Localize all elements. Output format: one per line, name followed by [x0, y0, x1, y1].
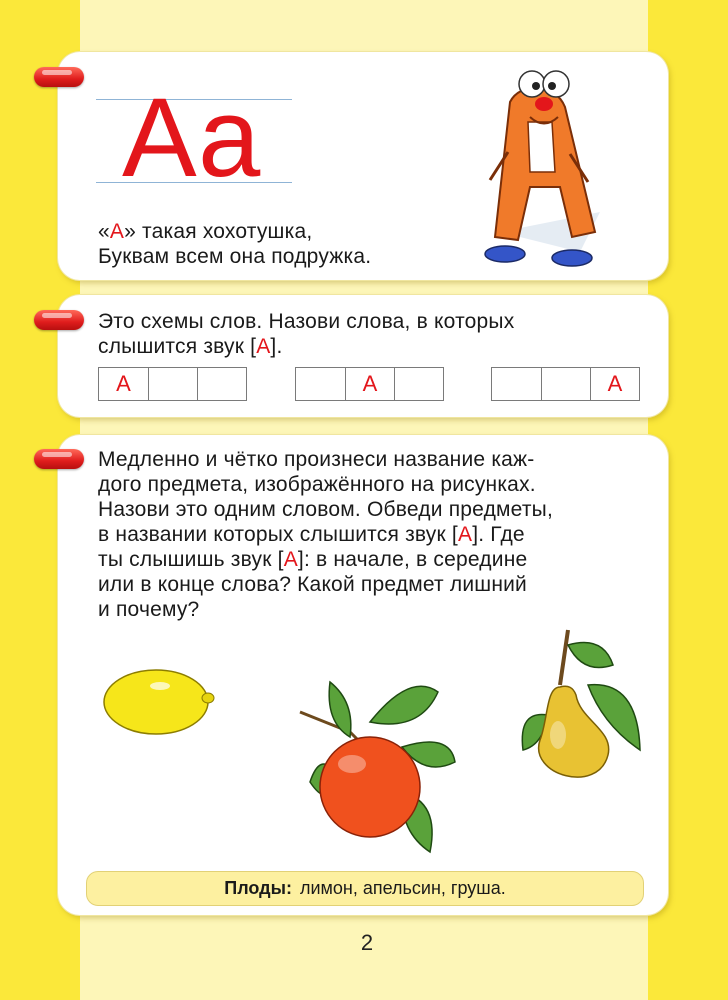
rhyme-line-1: «А» такая хохотушка, [98, 220, 313, 243]
fruits-list: лимон, апельсин, груша. [299, 878, 506, 898]
task-line: ты слышишь звук [А]: в начале, в середине [98, 548, 528, 571]
scheme-cell: А [116, 371, 131, 396]
orange-illustration [290, 672, 460, 862]
word-scheme-3 [491, 367, 640, 401]
task-line: и почему? [98, 598, 200, 621]
fruits-caption [86, 871, 644, 906]
task-line: дого предмета, изображённого на рисунках. [98, 473, 536, 496]
scheme-cell: А [345, 368, 394, 400]
page-number: 2 [360, 930, 374, 955]
task-line: или в конце слова? Какой предмет лишний [98, 573, 527, 596]
pear-illustration [518, 625, 648, 795]
scheme-cell [148, 368, 197, 400]
scheme-cell [197, 368, 246, 400]
word-scheme-2 [295, 367, 444, 401]
scheme-cell [394, 368, 443, 400]
task-line: в названии которых слышится звук [А]. Где [98, 523, 525, 546]
section-marker-1 [34, 67, 84, 87]
task-line: Назови это одним словом. Обведи предметы, [98, 498, 554, 521]
task-line: Медленно и чётко произнеси название каж- [98, 448, 535, 471]
section-marker-3 [34, 449, 84, 469]
section-marker-2 [34, 310, 84, 330]
letter-a-character-illustration [460, 62, 610, 272]
schemes-instruction-line-1: Это схемы слов. Назови слова, в которых [98, 310, 515, 333]
scheme-cell [296, 368, 345, 400]
lemon-illustration [98, 662, 218, 742]
task-text [98, 447, 643, 622]
fruits-label: Плоды: [224, 878, 292, 898]
schemes-instruction-line-2: слышится звук [А]. [98, 335, 283, 358]
rhyme-line-2: Буквам всем она подружка. [98, 245, 372, 268]
scheme-cell: А [590, 368, 639, 400]
scheme-cell [541, 368, 590, 400]
word-scheme-1 [98, 367, 247, 401]
big-letter: Аа [122, 75, 261, 200]
scheme-cell [492, 368, 541, 400]
